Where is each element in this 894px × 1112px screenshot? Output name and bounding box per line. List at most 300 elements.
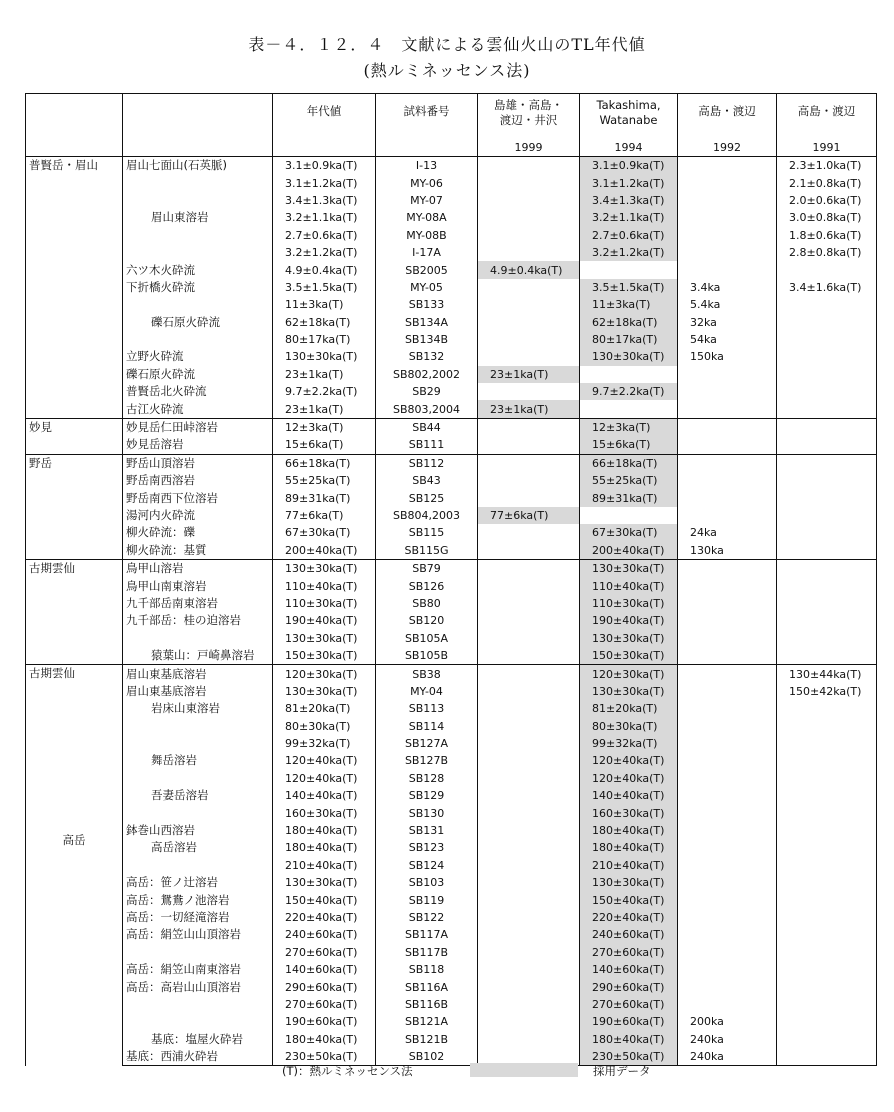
age-value: 120±30ka(T) bbox=[273, 665, 376, 683]
ref1-value bbox=[478, 926, 580, 943]
ref3-value bbox=[678, 804, 777, 821]
unit-name: 柳火砕流：礫 bbox=[123, 524, 273, 541]
sample-number: SB127A bbox=[376, 735, 478, 752]
unit-name: 基底：塩屋火砕岩 bbox=[123, 1031, 273, 1048]
ref2-value: 200±40ka(T) bbox=[580, 542, 678, 560]
age-value: 66±18ka(T) bbox=[273, 454, 376, 472]
sample-number: SB102 bbox=[376, 1048, 478, 1066]
ref1-value bbox=[478, 909, 580, 926]
table-row bbox=[26, 595, 877, 612]
ref2-value: 130±30ka(T) bbox=[580, 683, 678, 700]
ref3-value bbox=[678, 630, 777, 647]
ref1-value bbox=[478, 804, 580, 821]
table-row bbox=[26, 961, 877, 978]
sample-number: SB117B bbox=[376, 944, 478, 961]
ref1-value bbox=[478, 961, 580, 978]
ref3-value bbox=[678, 612, 777, 629]
ref3-value bbox=[678, 700, 777, 717]
table-row bbox=[26, 926, 877, 943]
ref4-value bbox=[777, 366, 877, 383]
ref2-value: 240±60ka(T) bbox=[580, 926, 678, 943]
sample-number: SB122 bbox=[376, 909, 478, 926]
sample-number: SB116B bbox=[376, 996, 478, 1013]
group-label-text: 普賢岳・眉山 bbox=[29, 158, 98, 172]
ref1-value bbox=[478, 700, 580, 717]
sample-number: SB804,2003 bbox=[376, 507, 478, 524]
ref3-value bbox=[678, 891, 777, 908]
ref3-value bbox=[678, 752, 777, 769]
table-row bbox=[26, 542, 877, 560]
age-value: 130±30ka(T) bbox=[273, 683, 376, 700]
age-value: 270±60ka(T) bbox=[273, 944, 376, 961]
ref1-value bbox=[478, 244, 580, 261]
ref3-value bbox=[678, 174, 777, 191]
sample-number: MY-08B bbox=[376, 227, 478, 244]
ref1-value bbox=[478, 559, 580, 577]
age-value: 23±1ka(T) bbox=[273, 400, 376, 418]
unit-name: 舞岳溶岩 bbox=[123, 752, 273, 769]
ref4-value bbox=[777, 472, 877, 489]
age-value: 230±50ka(T) bbox=[273, 1048, 376, 1066]
ref2-value: 230±50ka(T) bbox=[580, 1048, 678, 1066]
table-row bbox=[26, 454, 877, 472]
sample-number: SB124 bbox=[376, 857, 478, 874]
ref3-value bbox=[678, 996, 777, 1013]
header-group bbox=[26, 94, 123, 157]
sample-number: SB117A bbox=[376, 926, 478, 943]
legend-tl-note: (T)：熱ルミネッセンス法 bbox=[282, 1064, 413, 1078]
ref2-value: 270±60ka(T) bbox=[580, 996, 678, 1013]
ref3-value bbox=[678, 822, 777, 839]
sample-number: SB112 bbox=[376, 454, 478, 472]
unit-name: 鳥甲山南東溶岩 bbox=[123, 577, 273, 594]
ref2-value: 80±17ka(T) bbox=[580, 331, 678, 348]
table-row bbox=[26, 822, 877, 839]
ref3-value bbox=[678, 665, 777, 683]
ref3-value bbox=[678, 961, 777, 978]
ref1-value bbox=[478, 1031, 580, 1048]
ref2-value: 160±30ka(T) bbox=[580, 804, 678, 821]
unit-name: 柳火砕流：基質 bbox=[123, 542, 273, 560]
group-label bbox=[26, 665, 123, 1066]
age-value: 3.2±1.1ka(T) bbox=[273, 209, 376, 226]
table-row bbox=[26, 559, 877, 577]
ref2-value: 66±18ka(T) bbox=[580, 454, 678, 472]
sample-number: SB119 bbox=[376, 891, 478, 908]
age-value: 23±1ka(T) bbox=[273, 366, 376, 383]
ref2-value: 99±32ka(T) bbox=[580, 735, 678, 752]
ref2-value: 120±40ka(T) bbox=[580, 752, 678, 769]
age-value: 180±40ka(T) bbox=[273, 1031, 376, 1048]
ref3-value bbox=[678, 718, 777, 735]
ref3-value bbox=[678, 157, 777, 175]
ref1-value bbox=[478, 174, 580, 191]
age-value: 120±40ka(T) bbox=[273, 770, 376, 787]
sample-number: SB105B bbox=[376, 647, 478, 665]
age-value: 210±40ka(T) bbox=[273, 857, 376, 874]
unit-name bbox=[123, 735, 273, 752]
sample-number: I-17A bbox=[376, 244, 478, 261]
ref3-value bbox=[678, 577, 777, 594]
age-value: 190±40ka(T) bbox=[273, 612, 376, 629]
ref4-value: 2.3±1.0ka(T) bbox=[777, 157, 877, 175]
ref2-value: 120±30ka(T) bbox=[580, 665, 678, 683]
ref3-value bbox=[678, 400, 777, 418]
unit-name bbox=[123, 630, 273, 647]
ref4-value: 150±42ka(T) bbox=[777, 683, 877, 700]
ref2-value: 3.1±0.9ka(T) bbox=[580, 157, 678, 175]
ref3-value bbox=[678, 418, 777, 436]
ref1-value bbox=[478, 978, 580, 995]
table-row bbox=[26, 418, 877, 436]
age-value: 9.7±2.2ka(T) bbox=[273, 383, 376, 400]
table-row bbox=[26, 157, 877, 175]
ref1-value: 23±1ka(T) bbox=[478, 400, 580, 418]
age-value: 140±40ka(T) bbox=[273, 787, 376, 804]
ref2-value: 9.7±2.2ka(T) bbox=[580, 383, 678, 400]
ref2-value: 3.1±1.2ka(T) bbox=[580, 174, 678, 191]
ref4-value bbox=[777, 489, 877, 506]
age-value: 3.1±0.9ka(T) bbox=[273, 157, 376, 175]
table-row bbox=[26, 787, 877, 804]
ref4-value bbox=[777, 331, 877, 348]
sample-number: SB38 bbox=[376, 665, 478, 683]
ref2-value: 110±30ka(T) bbox=[580, 595, 678, 612]
ref1-value bbox=[478, 770, 580, 787]
table-row bbox=[26, 261, 877, 278]
ref2-value: 180±40ka(T) bbox=[580, 822, 678, 839]
sample-number: SB803,2004 bbox=[376, 400, 478, 418]
ref1-value bbox=[478, 944, 580, 961]
ref3-value: 54ka bbox=[678, 331, 777, 348]
ref2-value: 180±40ka(T) bbox=[580, 839, 678, 856]
sample-number: SB29 bbox=[376, 383, 478, 400]
unit-name: 妙見岳仁田峠溶岩 bbox=[123, 418, 273, 436]
ref3-value bbox=[678, 192, 777, 209]
ref1-value bbox=[478, 683, 580, 700]
age-value: 15±6ka(T) bbox=[273, 436, 376, 454]
ref4-value bbox=[777, 454, 877, 472]
table-row bbox=[26, 489, 877, 506]
ref2-value: 130±30ka(T) bbox=[580, 559, 678, 577]
ref3-value bbox=[678, 454, 777, 472]
ref2-value bbox=[580, 261, 678, 278]
unit-name: 吾妻岳溶岩 bbox=[123, 787, 273, 804]
ref1-value bbox=[478, 996, 580, 1013]
ref4-value bbox=[777, 700, 877, 717]
ref3-value bbox=[678, 227, 777, 244]
sample-number: SB128 bbox=[376, 770, 478, 787]
header-ref2: Takashima, Watanabe 1994 bbox=[580, 94, 678, 157]
sample-number: SB121A bbox=[376, 1013, 478, 1030]
ref3-value: 240ka bbox=[678, 1048, 777, 1066]
ref3-value bbox=[678, 926, 777, 943]
ref2-value: 220±40ka(T) bbox=[580, 909, 678, 926]
unit-name bbox=[123, 296, 273, 313]
ref3-value bbox=[678, 366, 777, 383]
ref1-value bbox=[478, 874, 580, 891]
age-value: 67±30ka(T) bbox=[273, 524, 376, 541]
table-row bbox=[26, 874, 877, 891]
age-value: 80±17ka(T) bbox=[273, 331, 376, 348]
table-row bbox=[26, 472, 877, 489]
table-row bbox=[26, 577, 877, 594]
ref4-value: 3.0±0.8ka(T) bbox=[777, 209, 877, 226]
ref4-value bbox=[777, 1031, 877, 1048]
sample-number: SB103 bbox=[376, 874, 478, 891]
age-value: 160±30ka(T) bbox=[273, 804, 376, 821]
sample-number: SB120 bbox=[376, 612, 478, 629]
ref2-value: 81±20ka(T) bbox=[580, 700, 678, 717]
age-value: 150±30ka(T) bbox=[273, 647, 376, 665]
sample-number: SB130 bbox=[376, 804, 478, 821]
ref2-value: 210±40ka(T) bbox=[580, 857, 678, 874]
unit-name: 礫石原火砕流 bbox=[123, 366, 273, 383]
unit-name: 高岳：笹ノ辻溶岩 bbox=[123, 874, 273, 891]
ref4-value bbox=[777, 383, 877, 400]
age-value: 3.5±1.5ka(T) bbox=[273, 279, 376, 296]
group-label bbox=[26, 559, 123, 664]
age-value: 130±30ka(T) bbox=[273, 348, 376, 365]
header-ref4: 高島・渡辺 1991 bbox=[777, 94, 877, 157]
ref1-value bbox=[478, 436, 580, 454]
unit-name: 眉山七面山(石英脈) bbox=[123, 157, 273, 175]
unit-name: 眉山東基底溶岩 bbox=[123, 683, 273, 700]
ref4-value bbox=[777, 261, 877, 278]
table-row bbox=[26, 366, 877, 383]
ref1-value bbox=[478, 524, 580, 541]
ref2-value: 3.2±1.2ka(T) bbox=[580, 244, 678, 261]
ref2-value: 190±60ka(T) bbox=[580, 1013, 678, 1030]
unit-name bbox=[123, 174, 273, 191]
ref4-value: 3.4±1.6ka(T) bbox=[777, 279, 877, 296]
unit-name bbox=[123, 996, 273, 1013]
unit-name: 高岳：絹笠山山頂溶岩 bbox=[123, 926, 273, 943]
age-value: 3.2±1.2ka(T) bbox=[273, 244, 376, 261]
age-value: 290±60ka(T) bbox=[273, 978, 376, 995]
ref1-value bbox=[478, 314, 580, 331]
table-row bbox=[26, 383, 877, 400]
table-row bbox=[26, 348, 877, 365]
ref4-value: 2.0±0.6ka(T) bbox=[777, 192, 877, 209]
ref1-value bbox=[478, 718, 580, 735]
sample-number: SB118 bbox=[376, 961, 478, 978]
header-sample: 試料番号 bbox=[376, 94, 478, 157]
age-value: 55±25ka(T) bbox=[273, 472, 376, 489]
ref2-value: 120±40ka(T) bbox=[580, 770, 678, 787]
ref1-value: 23±1ka(T) bbox=[478, 366, 580, 383]
table-row bbox=[26, 647, 877, 665]
sample-number: SB126 bbox=[376, 577, 478, 594]
ref2-value: 3.4±1.3ka(T) bbox=[580, 192, 678, 209]
unit-name: 高岳：鴛鴦ノ池溶岩 bbox=[123, 891, 273, 908]
ref2-value: 15±6ka(T) bbox=[580, 436, 678, 454]
header-ref3: 高島・渡辺 1992 bbox=[678, 94, 777, 157]
ref1-value bbox=[478, 383, 580, 400]
unit-name: 妙見岳溶岩 bbox=[123, 436, 273, 454]
ref4-value bbox=[777, 787, 877, 804]
ref3-value: 24ka bbox=[678, 524, 777, 541]
ref3-value bbox=[678, 683, 777, 700]
ref4-value bbox=[777, 1013, 877, 1030]
ref1-value bbox=[478, 418, 580, 436]
ref4-value bbox=[777, 944, 877, 961]
ref4-value bbox=[777, 296, 877, 313]
ref2-value bbox=[580, 366, 678, 383]
unit-name bbox=[123, 192, 273, 209]
age-value: 11±3ka(T) bbox=[273, 296, 376, 313]
sample-number: SB125 bbox=[376, 489, 478, 506]
ref4-value: 2.1±0.8ka(T) bbox=[777, 174, 877, 191]
header-ref1: 島雄・高島・ 渡辺・井沢 1999 bbox=[478, 94, 580, 157]
sample-number: SB116A bbox=[376, 978, 478, 995]
ref3-value: 150ka bbox=[678, 348, 777, 365]
ref3-value bbox=[678, 489, 777, 506]
sample-number: SB111 bbox=[376, 436, 478, 454]
ref2-value bbox=[580, 507, 678, 524]
ref4-value bbox=[777, 822, 877, 839]
sample-number: I-13 bbox=[376, 157, 478, 175]
ref4-value bbox=[777, 926, 877, 943]
sample-number: SB133 bbox=[376, 296, 478, 313]
ref4-value bbox=[777, 891, 877, 908]
table-row bbox=[26, 804, 877, 821]
legend-highlight-swatch bbox=[470, 1063, 578, 1077]
ref1-value bbox=[478, 331, 580, 348]
sample-number: SB80 bbox=[376, 595, 478, 612]
ref1-value bbox=[478, 630, 580, 647]
sample-number: SB123 bbox=[376, 839, 478, 856]
unit-name bbox=[123, 857, 273, 874]
age-value: 3.1±1.2ka(T) bbox=[273, 174, 376, 191]
ref4-value bbox=[777, 612, 877, 629]
table-row bbox=[26, 227, 877, 244]
age-value: 270±60ka(T) bbox=[273, 996, 376, 1013]
table-row bbox=[26, 314, 877, 331]
ref1-value bbox=[478, 787, 580, 804]
age-value: 140±60ka(T) bbox=[273, 961, 376, 978]
table-row bbox=[26, 524, 877, 541]
ref3-value bbox=[678, 787, 777, 804]
ref1-value: 4.9±0.4ka(T) bbox=[478, 261, 580, 278]
ref3-value bbox=[678, 436, 777, 454]
age-value: 130±30ka(T) bbox=[273, 630, 376, 647]
ref4-value bbox=[777, 348, 877, 365]
ref1-value: 77±6ka(T) bbox=[478, 507, 580, 524]
ref2-value: 140±40ka(T) bbox=[580, 787, 678, 804]
ref3-value bbox=[678, 595, 777, 612]
ref1-value bbox=[478, 209, 580, 226]
table-row bbox=[26, 612, 877, 629]
ref3-value bbox=[678, 647, 777, 665]
ref2-value bbox=[580, 400, 678, 418]
sample-number: SB79 bbox=[376, 559, 478, 577]
age-value: 130±30ka(T) bbox=[273, 559, 376, 577]
sample-number: SB121B bbox=[376, 1031, 478, 1048]
ref4-value bbox=[777, 804, 877, 821]
table-row bbox=[26, 174, 877, 191]
ref3-value bbox=[678, 507, 777, 524]
unit-name: 野岳山頂溶岩 bbox=[123, 454, 273, 472]
unit-name bbox=[123, 718, 273, 735]
unit-name: 礫石原火砕流 bbox=[123, 314, 273, 331]
age-value: 80±30ka(T) bbox=[273, 718, 376, 735]
unit-name: 岩床山東溶岩 bbox=[123, 700, 273, 717]
age-value: 4.9±0.4ka(T) bbox=[273, 261, 376, 278]
ref2-value: 140±60ka(T) bbox=[580, 961, 678, 978]
legend-adopted-label: 採用データ bbox=[593, 1064, 651, 1078]
age-value: 62±18ka(T) bbox=[273, 314, 376, 331]
sample-number: SB131 bbox=[376, 822, 478, 839]
group-label bbox=[26, 418, 123, 454]
ref4-value bbox=[777, 559, 877, 577]
age-value: 180±40ka(T) bbox=[273, 839, 376, 856]
ref3-value bbox=[678, 839, 777, 856]
group-label bbox=[26, 454, 123, 559]
ref2-value: 290±60ka(T) bbox=[580, 978, 678, 995]
ref4-value: 2.8±0.8ka(T) bbox=[777, 244, 877, 261]
ref2-value: 3.5±1.5ka(T) bbox=[580, 279, 678, 296]
ref1-value bbox=[478, 348, 580, 365]
age-value: 110±40ka(T) bbox=[273, 577, 376, 594]
ref2-value: 180±40ka(T) bbox=[580, 1031, 678, 1048]
age-value: 120±40ka(T) bbox=[273, 752, 376, 769]
table-row bbox=[26, 770, 877, 787]
table-row bbox=[26, 209, 877, 226]
age-value: 89±31ka(T) bbox=[273, 489, 376, 506]
table-row bbox=[26, 507, 877, 524]
ref2-value: 62±18ka(T) bbox=[580, 314, 678, 331]
age-value: 2.7±0.6ka(T) bbox=[273, 227, 376, 244]
unit-name: 古江火砕流 bbox=[123, 400, 273, 418]
age-value: 180±40ka(T) bbox=[273, 822, 376, 839]
ref1-value bbox=[478, 157, 580, 175]
ref4-value bbox=[777, 507, 877, 524]
ref4-value bbox=[777, 524, 877, 541]
ref2-value: 150±40ka(T) bbox=[580, 891, 678, 908]
group-sublabel-text: 高岳 bbox=[62, 833, 86, 848]
ref2-value: 67±30ka(T) bbox=[580, 524, 678, 541]
ref1-value bbox=[478, 612, 580, 629]
ref3-value bbox=[678, 735, 777, 752]
unit-name: 高岳溶岩 bbox=[123, 839, 273, 856]
ref3-value: 5.4ka bbox=[678, 296, 777, 313]
header-age: 年代値 bbox=[273, 94, 376, 157]
ref3-value bbox=[678, 944, 777, 961]
table-title: 表－４．１２．４ 文献による雲仙火山のTL年代値 bbox=[248, 35, 646, 54]
sample-number: MY-06 bbox=[376, 174, 478, 191]
unit-name: 野岳南西溶岩 bbox=[123, 472, 273, 489]
unit-name: 眉山東基底溶岩 bbox=[123, 665, 273, 683]
sample-number: SB113 bbox=[376, 700, 478, 717]
ref1-value bbox=[478, 752, 580, 769]
ref3-value: 130ka bbox=[678, 542, 777, 560]
ref1-value bbox=[478, 192, 580, 209]
table-row bbox=[26, 665, 877, 683]
age-value: 77±6ka(T) bbox=[273, 507, 376, 524]
age-value: 150±40ka(T) bbox=[273, 891, 376, 908]
table-row bbox=[26, 296, 877, 313]
table-row bbox=[26, 244, 877, 261]
age-value: 12±3ka(T) bbox=[273, 418, 376, 436]
unit-name: 下折橋火砕流 bbox=[123, 279, 273, 296]
sample-number: MY-08A bbox=[376, 209, 478, 226]
sample-number: SB115G bbox=[376, 542, 478, 560]
ref4-value bbox=[777, 630, 877, 647]
unit-name: 眉山東溶岩 bbox=[123, 209, 273, 226]
ref2-value: 190±40ka(T) bbox=[580, 612, 678, 629]
ref2-value: 80±30ka(T) bbox=[580, 718, 678, 735]
